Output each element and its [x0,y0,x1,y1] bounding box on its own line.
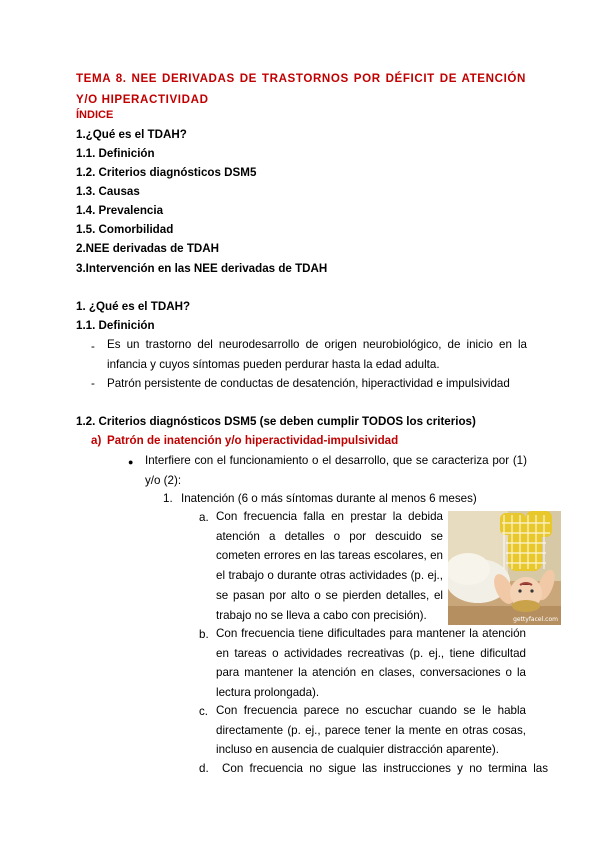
document-title: TEMA 8. NEE DERIVADAS DE TRASTORNOS POR DÉFICIT DE ATENCIÓN Y/O HIPERACTIVIDAD [76,72,526,106]
section-heading: 1. ¿Qué es el TDAH? [76,300,191,313]
definition-bullet: Es un trastorno del neurodesarrollo de origen neurobiológico, de inicio en la infancia y cuyos síntomas pueden perdurar hasta la edad adulta. [107,338,527,371]
list-marker: d. [199,762,209,775]
child-handstand-photo [448,511,561,625]
symptom-item: Con frecuencia tiene dificultades para mantener la atención en tareas o actividades recreativas (p. ej., tiene dificultad para mantener la atención en clases, conversaciones o la lectura prolongada). [216,627,526,700]
index-item: 1.2. Criterios diagnósticos DSM5 [76,166,257,179]
criterion-a-label: Patrón de inatención y/o hiperactividad-impulsividad [107,434,399,447]
symptom-item: Con frecuencia parece no escuchar cuando se le habla directamente (p. ej., parece tener la mente en otras cosas, incluso en ausencia de cualquier distracción aparente). [216,704,526,757]
index-item: 1.¿Qué es el TDAH? [76,128,187,141]
list-marker: 1. [163,492,173,505]
photo-caption: gettyfacel.com [513,616,558,623]
subsection-heading: 1.1. Definición [76,319,155,332]
list-marker: c. [199,705,209,718]
bullet-marker: ● [128,457,134,467]
list-marker: a) [91,434,102,447]
symptom-item: Con frecuencia falla en prestar la debida atención a detalles o por descuido se cometen errores en las tareas escolares, en el trabajo o durante otras actividades (p. ej., se pasan por alto o se pierden detalles, el trabajo no se lleva a cabo con precisión). [216,510,443,622]
list-marker: b. [199,628,209,641]
index-item: 1.1. Definición [76,147,155,160]
definition-bullet: Patrón persistente de conductas de desatención, hiperactividad e impulsividad [107,377,510,390]
dash-marker: - [91,377,95,390]
index-item: 1.4. Prevalencia [76,204,164,217]
list-marker: a. [199,511,209,524]
section-heading: 1.2. Criterios diagnósticos DSM5 (se deben cumplir TODOS los criterios) [76,415,476,428]
inattention-heading: Inatención (6 o más síntomas durante al menos 6 meses) [181,492,477,505]
index-item: 1.5. Comorbilidad [76,223,174,236]
index-item: 2.NEE derivadas de TDAH [76,242,220,255]
symptom-item: Con frecuencia no sigue las instrucciones y no termina las [222,762,549,775]
index-heading: ÍNDICE [76,109,114,121]
criterion-text: Interfiere con el funcionamiento o el desarrollo, que se caracteriza por (1) y/o (2): [145,454,527,487]
index-item: 1.3. Causas [76,185,140,198]
dash-marker: - [91,340,95,353]
child-handstand-image [448,511,561,625]
index-item: 3.Intervención en las NEE derivadas de TDAH [76,262,328,275]
